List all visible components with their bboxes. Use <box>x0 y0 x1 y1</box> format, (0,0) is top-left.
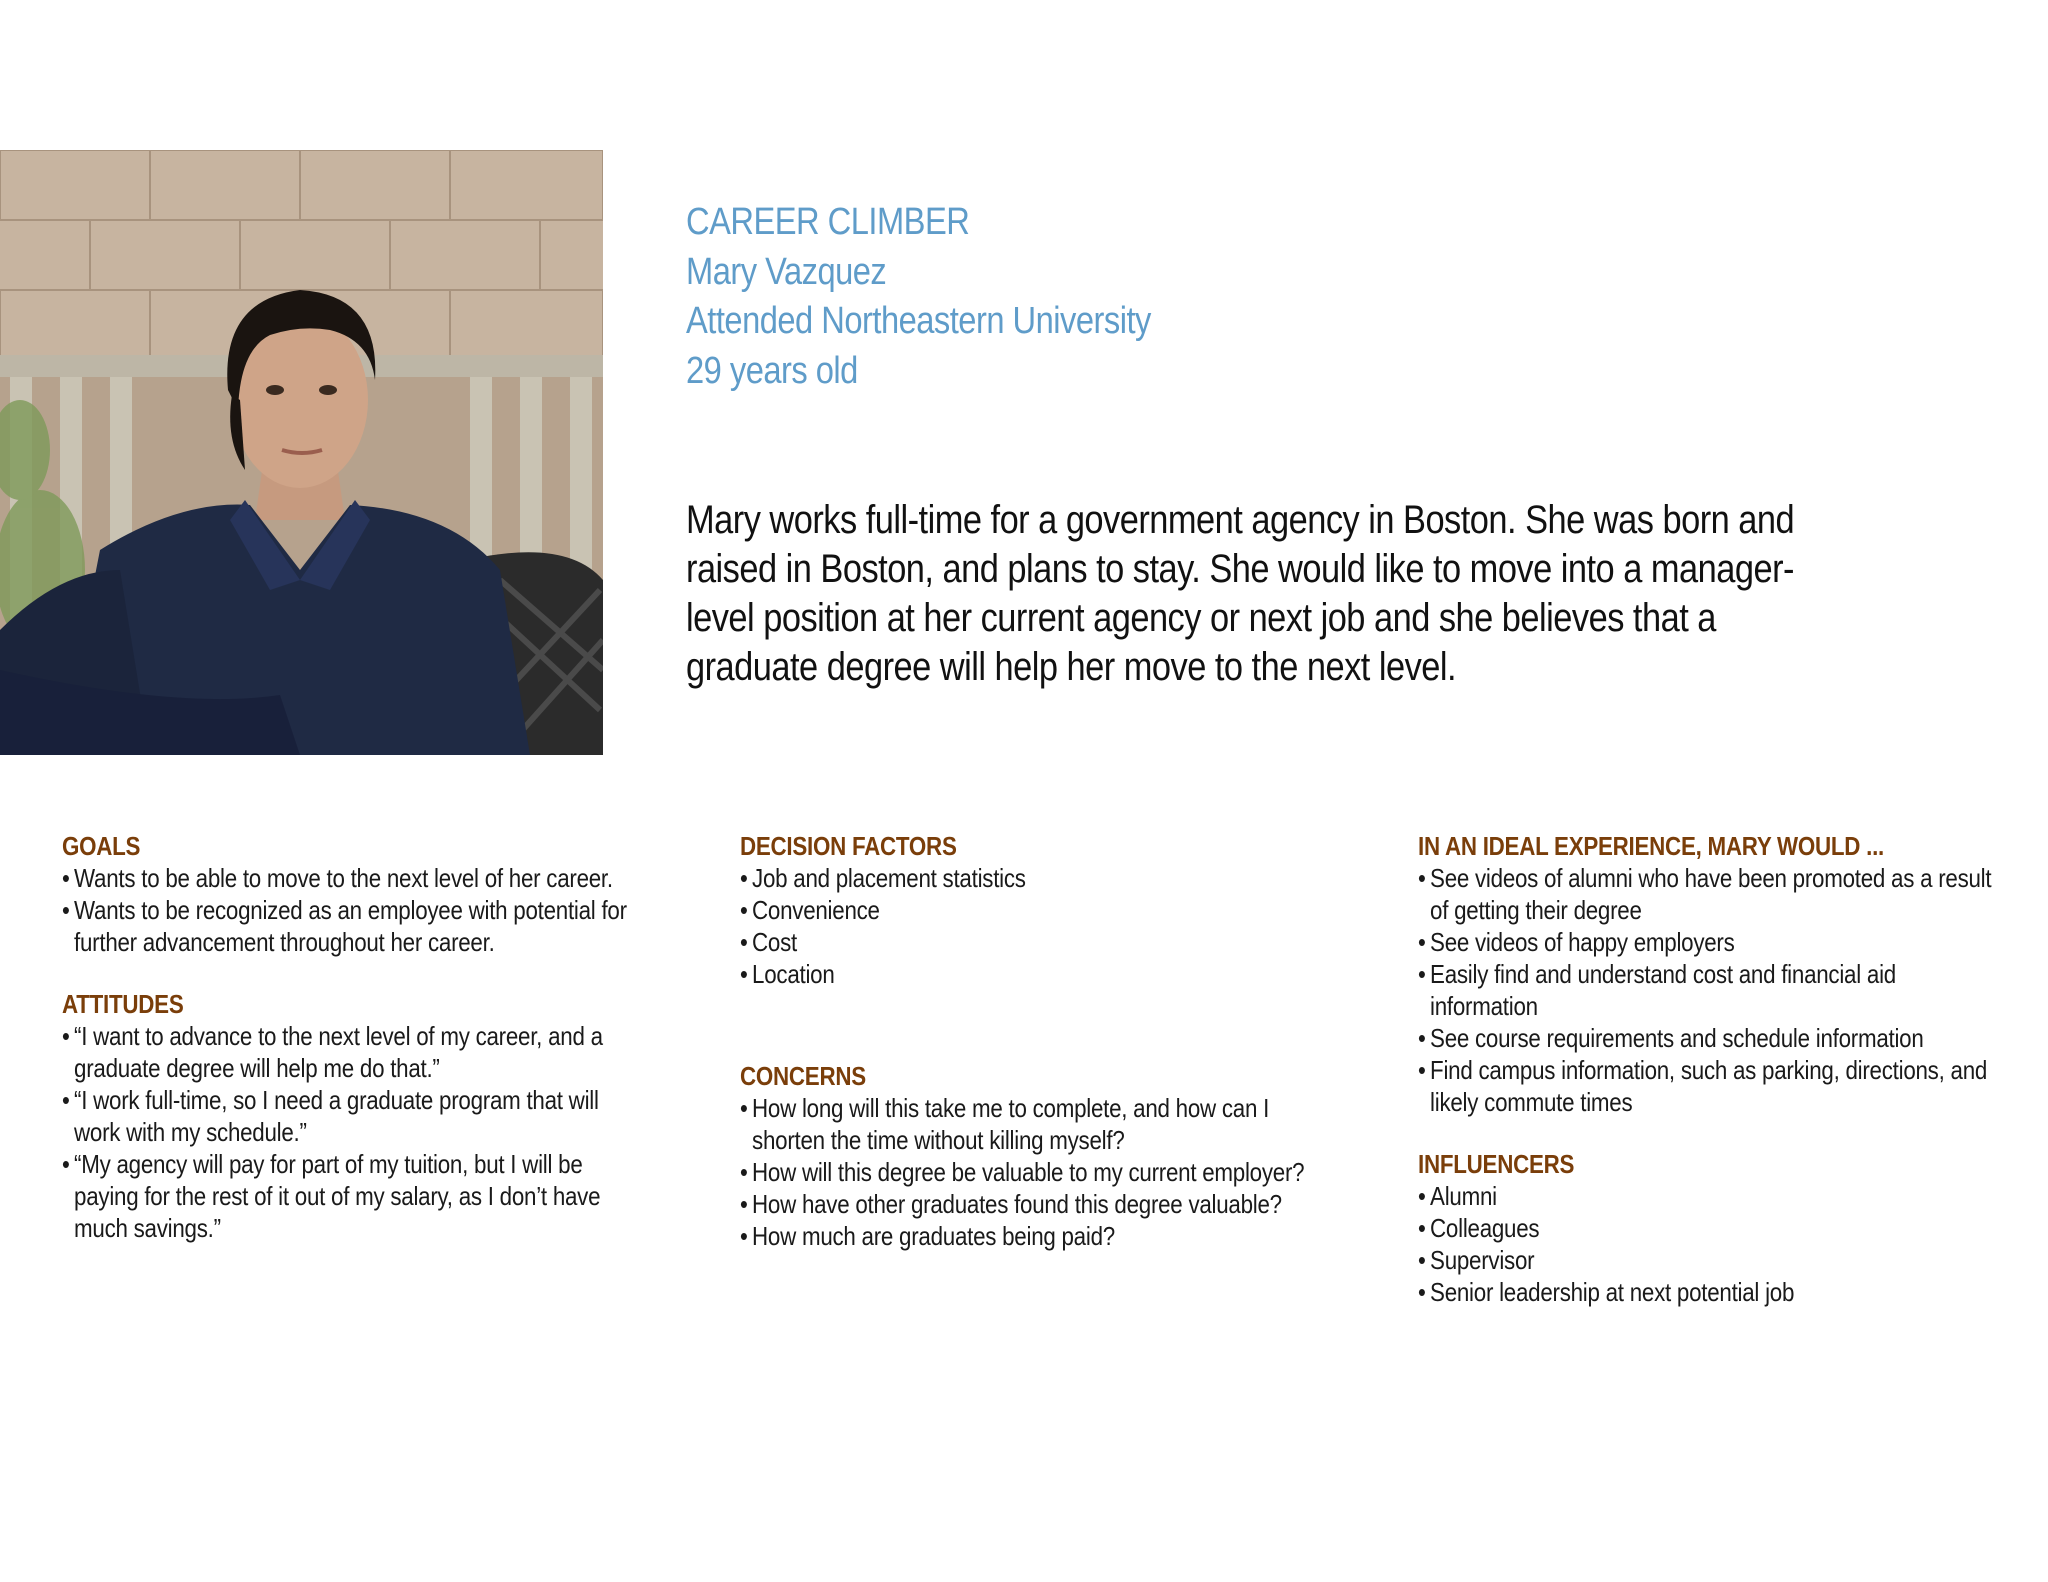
persona-school: Attended Northeastern University <box>686 300 1151 342</box>
list-item: • Wants to be able to move to the next level of her career. <box>62 862 647 894</box>
list-item: • See videos of alumni who have been promoted as a result of getting their degree <box>1418 862 2003 926</box>
list-item: • Location <box>740 958 1325 990</box>
concerns-list <box>740 1092 1325 1252</box>
list-item: • See course requirements and schedule information <box>1418 1022 2003 1054</box>
list-item: • Supervisor <box>1418 1244 2003 1276</box>
list-item: • Senior leadership at next potential job <box>1418 1276 2003 1308</box>
section-title-decision-factors: DECISION FACTORS <box>740 831 957 861</box>
persona-age: 29 years old <box>686 349 858 392</box>
list-item: • See videos of happy employers <box>1418 926 2003 958</box>
persona-archetype: CAREER CLIMBER <box>686 201 970 243</box>
goals-list <box>62 862 647 958</box>
list-item: • Job and placement statistics <box>740 862 1325 894</box>
section-title-attitudes: ATTITUDES <box>62 989 184 1019</box>
section-attitudes <box>62 988 647 1244</box>
section-title-influencers: INFLUENCERS <box>1418 1149 1575 1179</box>
persona-photo <box>0 150 603 755</box>
list-item: • Convenience <box>740 894 1325 926</box>
ideal-experience-list <box>1418 862 2003 1118</box>
list-item: • How much are graduates being paid? <box>740 1220 1325 1252</box>
list-item: • Alumni <box>1418 1180 2003 1212</box>
list-item: • Colleagues <box>1418 1212 2003 1244</box>
section-goals <box>62 830 647 958</box>
column-decision-concerns <box>740 830 1320 1282</box>
list-item: • Find campus information, such as parking, directions, and likely commute times <box>1418 1054 2003 1118</box>
section-influencers <box>1418 1148 2003 1308</box>
influencers-list <box>1418 1180 2003 1308</box>
list-item: • How long will this take me to complete, and how can I shorten the time without killing myself? <box>740 1092 1325 1156</box>
list-item: • “I want to advance to the next level of my career, and a graduate degree will help me do that.” <box>62 1020 647 1084</box>
section-title-goals: GOALS <box>62 831 141 861</box>
list-item: • Easily find and understand cost and financial aid information <box>1418 958 2003 1022</box>
list-item: • Wants to be recognized as an employee with potential for further advancement throughout her career. <box>62 894 647 958</box>
persona-header <box>686 198 1936 396</box>
persona-name: Mary Vazquez <box>686 250 887 293</box>
list-item: • “I work full-time, so I need a graduate program that will work with my schedule.” <box>62 1084 647 1148</box>
section-decision-factors <box>740 830 1325 990</box>
section-concerns <box>740 1060 1325 1252</box>
column-ideal-influencers <box>1418 830 1998 1338</box>
list-item: • “My agency will pay for part of my tuition, but I will be paying for the rest of it out of my salary, as I don’t have much savings.” <box>62 1148 647 1244</box>
list-item: • Cost <box>740 926 1325 958</box>
decision-factors-list <box>740 862 1325 990</box>
column-goals-attitudes <box>62 830 642 1274</box>
list-item: • How will this degree be valuable to my current employer? <box>740 1156 1325 1188</box>
attitudes-list <box>62 1020 647 1244</box>
section-title-ideal-experience: IN AN IDEAL EXPERIENCE, MARY WOULD ... <box>1418 831 1885 861</box>
section-ideal-experience <box>1418 830 2003 1118</box>
persona-description: Mary works full-time for a government agency in Boston. She was born and raised in Boston, and plans to stay. She would like to move into a manager-level position at her current agency or next job and she believes that a graduate degree will help her move to the next level. <box>686 498 1795 689</box>
persona-photo-illustration <box>0 150 603 755</box>
section-title-concerns: CONCERNS <box>740 1061 866 1091</box>
list-item: • How have other graduates found this degree valuable? <box>740 1188 1325 1220</box>
